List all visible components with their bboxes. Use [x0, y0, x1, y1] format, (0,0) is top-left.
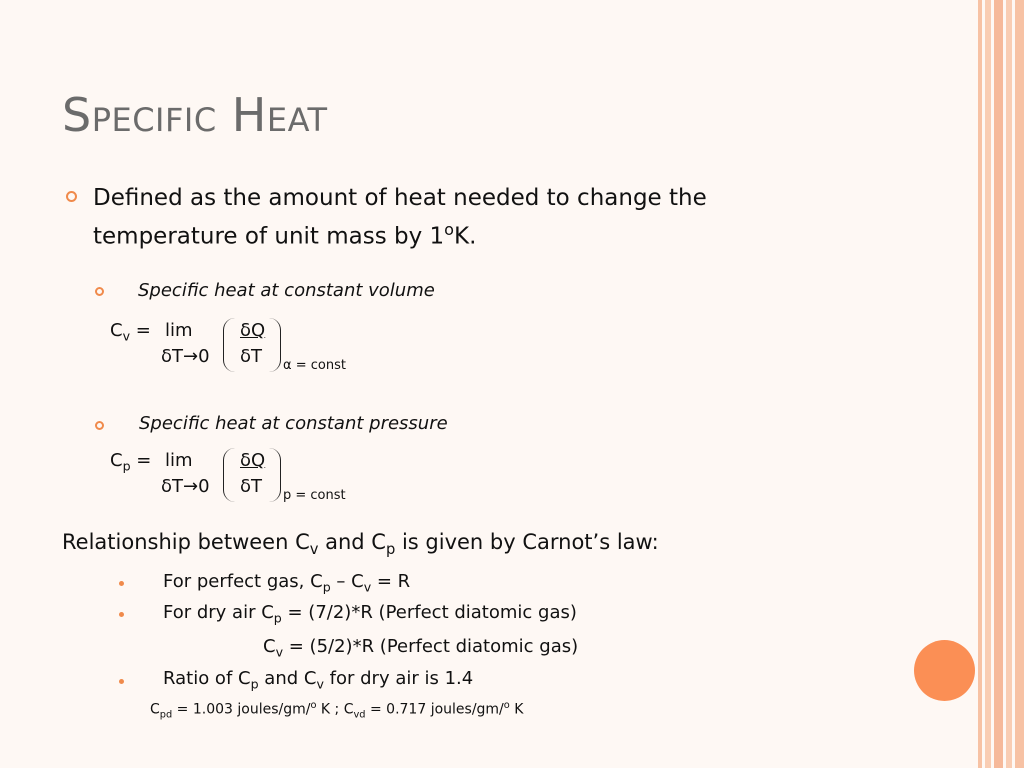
decor-stripe [978, 0, 982, 768]
relationship-heading: Relationship between $C_v$ and $C_p$ is given by Carnot’s law: [62, 530, 659, 559]
definition-line-1: Defined as the amount of heat needed to change the [93, 185, 707, 211]
cp-condition: p = const [283, 488, 346, 503]
cv-limit-var: δT→0 [161, 346, 210, 367]
cv-label: Specific heat at constant volume [138, 280, 435, 301]
ratio-item: Ratio of $C_p$ and $C_v$ for dry air is 1.4 [163, 668, 474, 692]
sub-bullet-ring-icon [95, 421, 104, 430]
slide-title: Specific Heat [62, 88, 328, 142]
bullet-dot-icon [119, 612, 124, 617]
definition-line-2: temperature of unit mass by 1$^o$K. [93, 220, 477, 250]
cv-condition: α = const [283, 358, 346, 373]
bullet-dot-icon [119, 581, 124, 586]
cp-lim: lim [165, 450, 193, 471]
cp-symbol: $C_p$ = [110, 450, 152, 474]
cv-lim: lim [165, 320, 193, 341]
cv-denominator: δT [240, 346, 263, 367]
cv-symbol: $C_v$ = [110, 320, 151, 344]
right-paren [268, 448, 281, 502]
right-paren [268, 318, 281, 372]
decor-stripe [1006, 0, 1012, 768]
cp-numerator: δQ [240, 450, 266, 471]
decor-stripe [1015, 0, 1024, 768]
perfect-gas-item: For perfect gas, $C_p - C_v = R$ [163, 571, 411, 595]
decor-stripe [985, 0, 991, 768]
decor-stripe [994, 0, 1003, 768]
footnote-values: $C_{pd} = 1.003$ joules/gm/$^o$ K ; $C_{vd} = 0.717$ joules/gm/$^o$ K [150, 700, 524, 721]
cv-numerator: δQ [240, 320, 266, 341]
left-paren [223, 318, 236, 372]
dry-air-cv-item: $C_v = (5/2)*R$ (Perfect diatomic gas) [263, 636, 579, 660]
dry-air-cp-item: For dry air $C_p = (7/2)*R$ (Perfect diatomic gas) [163, 602, 577, 626]
decor-circle [914, 640, 975, 701]
left-paren [223, 448, 236, 502]
cp-limit-var: δT→0 [161, 476, 210, 497]
cp-denominator: δT [240, 476, 263, 497]
sub-bullet-ring-icon [95, 287, 104, 296]
cp-label: Specific heat at constant pressure [139, 413, 448, 434]
bullet-ring-icon [66, 191, 77, 202]
bullet-dot-icon [119, 679, 124, 684]
